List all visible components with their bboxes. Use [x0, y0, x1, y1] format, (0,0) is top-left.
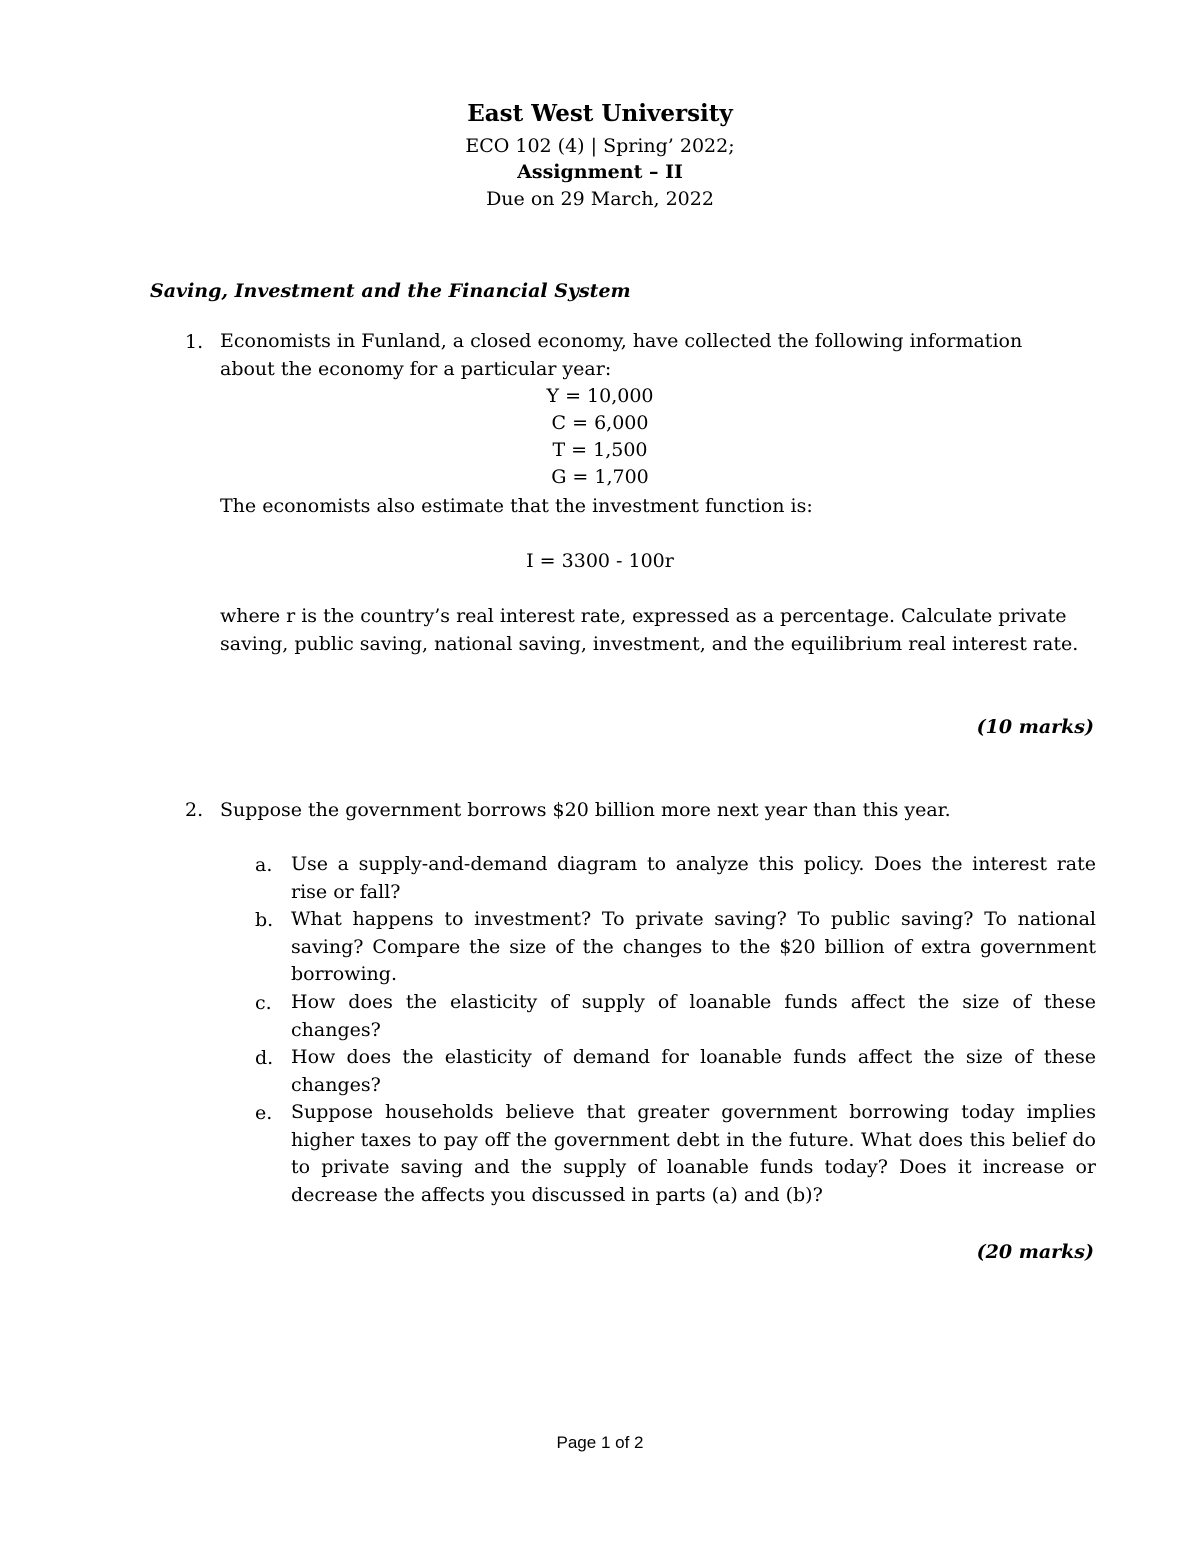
q2-part-e-text: Suppose households believe that greater government borrowing today implies higher taxes to pay off the government debt in the future. What does this belief do to private saving and the supply of loanable funds today? Does it increase or decrease the affects you discussed in parts (a) and (b)? [291, 1101, 1096, 1206]
q1-data-c: C = 6,000 [551, 412, 649, 434]
course-code: ECO 102 (4) | Spring’ 2022; [465, 135, 735, 157]
q2-part-a-label: a. [255, 854, 273, 876]
q2-number: 2. [185, 799, 204, 821]
q2-part-a-text: Use a supply-and-demand diagram to analyze this policy. Does the interest rate rise or fall? [291, 853, 1096, 903]
q2-part-b-label: b. [255, 909, 274, 931]
q1-number: 1. [185, 331, 204, 353]
q1-data-y: Y = 10,000 [546, 385, 654, 407]
q1-data-g: G = 1,700 [551, 466, 649, 488]
assignment-title: Assignment – II [517, 161, 683, 183]
q2-marks: (20 marks) [976, 1241, 1094, 1263]
q2-intro: Suppose the government borrows $20 billion more next year than this year. [220, 799, 951, 821]
university-name: East West University [467, 100, 733, 127]
q2-part-b-text: What happens to investment? To private saving? To public saving? To national saving? Compare the size of the changes to the $20 billion of extra government borrowing. [291, 908, 1096, 985]
q1-task: where r is the country’s real interest rate, expressed as a percentage. Calculate private saving, public saving, national saving, investment, and the equilibrium real interest rate. [220, 605, 1079, 655]
q1-data-t: T = 1,500 [552, 439, 648, 461]
q1-marks: (10 marks) [976, 716, 1094, 738]
section-title: Saving, Investment and the Financial System [150, 280, 631, 302]
q1-intro: Economists in Funland, a closed economy, have collected the following information about the economy for a particular year: [220, 330, 1023, 380]
due-date: Due on 29 March, 2022 [486, 188, 714, 210]
q1-function-intro: The economists also estimate that the investment function is: [220, 495, 813, 517]
q2-part-e-label: e. [255, 1102, 273, 1124]
q1-investment-function: I = 3300 - 100r [526, 550, 674, 572]
q2-part-d-label: d. [255, 1047, 274, 1069]
page-number: Page 1 of 2 [556, 1433, 644, 1452]
q2-part-c-text: How does the elasticity of supply of loanable funds affect the size of these changes? [291, 991, 1096, 1041]
q2-part-d-text: How does the elasticity of demand for loanable funds affect the size of these changes? [291, 1046, 1096, 1096]
q2-part-c-label: c. [255, 992, 272, 1014]
